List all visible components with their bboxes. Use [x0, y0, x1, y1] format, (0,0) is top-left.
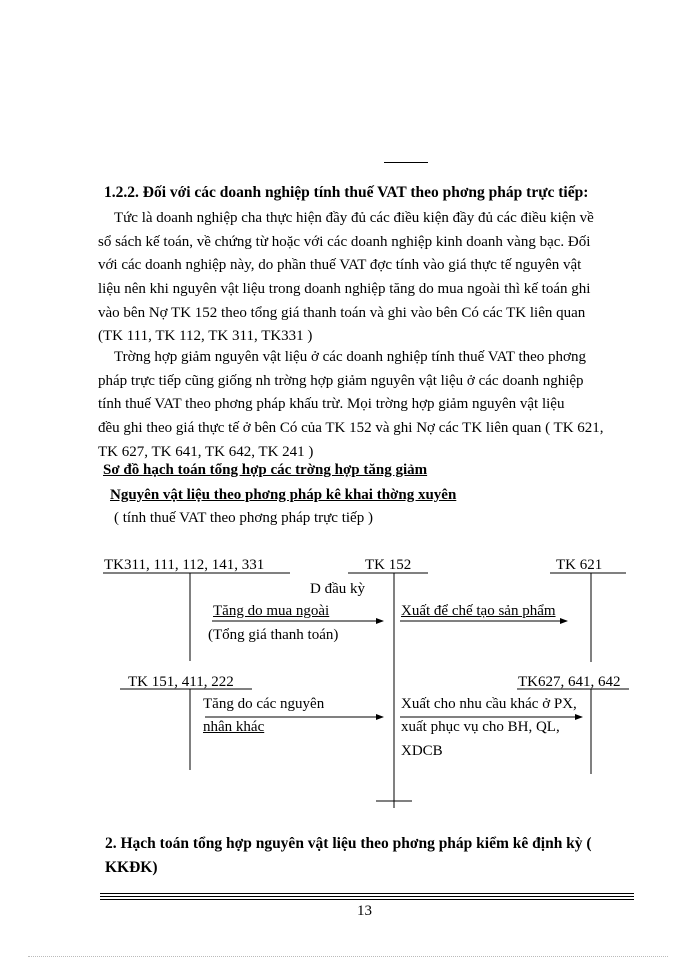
- account-label-tk621: TK 621: [556, 557, 603, 573]
- production-out-label: Xuất để chế tạo sản phẩm: [401, 603, 556, 619]
- opening-balance-label: D đầu kỳ: [310, 581, 365, 597]
- section-heading: 1.2.2. Đối với các doanh nghiệp tính thuế VAT theo phơng pháp trực tiếp:: [104, 184, 589, 201]
- diagram-subtitle: ( tính thuế VAT theo phơng pháp trực tiếp ): [114, 510, 373, 526]
- other-increase-label-2: nhân khác: [203, 719, 265, 735]
- other-out-label-2: xuất phục vụ cho BH, QL,: [401, 719, 560, 735]
- page-number: 13: [357, 903, 372, 919]
- purchase-increase-label: Tăng do mua ngoài: [213, 603, 330, 619]
- paragraph-line: sổ sách kế toán, về chứng từ hoặc với các doanh nghiệp kinh doanh vàng bạc. Đối: [98, 233, 591, 250]
- paragraph-line: TK 627, TK 641, TK 642, TK 241 ): [98, 443, 314, 460]
- paragraph-line: đều ghi theo giá thực tế ở bên Có của TK 152 và ghi Nợ các TK liên quan ( TK 621,: [98, 420, 604, 437]
- paragraph-line: Trờng hợp giảm nguyên vật liệu ở các doanh nghiệp tính thuế VAT theo phơng: [114, 349, 586, 365]
- other-out-label-1: Xuất cho nhu cầu khác ở PX,: [401, 696, 577, 712]
- account-label-tk152: TK 152: [365, 557, 412, 573]
- other-increase-label-1: Tăng do các nguyên: [203, 696, 325, 712]
- paragraph-line: Tức là doanh nghiệp cha thực hiện đầy đủ các điều kiện đầy đủ các điều kiện về: [114, 210, 594, 226]
- other-out-label-3: XDCB: [401, 743, 443, 759]
- paragraph-line: tính thuế VAT theo phơng pháp khấu trừ. Mọi trờng hợp giảm nguyên vật liệu: [98, 396, 565, 413]
- paragraph-line: (TK 111, TK 112, TK 311, TK331 ): [98, 328, 313, 345]
- total-payment-label: (Tổng giá thanh toán): [208, 627, 339, 643]
- account-label-tk151: TK 151, 411, 222: [128, 674, 234, 690]
- paragraph-line: với các doanh nghiệp này, do phần thuế VAT đợc tính vào giá thực tế nguyên vật: [98, 257, 582, 274]
- section-2-heading: 2. Hạch toán tổng hợp nguyên vật liệu theo phơng pháp kiểm kê định kỳ ( KKĐK): [105, 835, 592, 876]
- account-label-tk627: TK627, 641, 642: [518, 674, 621, 690]
- diagram-title-line-2: Nguyên vật liệu theo phơng pháp kê khai thờng xuyên: [110, 487, 457, 503]
- paragraph-line: liệu nên khi nguyên vật liệu trong doanh nghiệp tăng do mua ngoài thì kế toán ghi: [98, 281, 591, 298]
- paragraph-line: vào bên Nợ TK 152 theo tổng giá thanh toán và ghi vào bên Có các TK liên quan: [98, 304, 586, 321]
- paragraph-line: pháp trực tiếp cũng giống nh trờng hợp giảm nguyên vật liệu ở các doanh nghiệp: [98, 372, 584, 389]
- page-bottom-dots: [28, 956, 668, 957]
- footer-rule-3: [100, 899, 634, 900]
- footer-rule-2: [100, 896, 634, 897]
- footer-rule-1: [100, 893, 634, 894]
- diagram-title-line-1: Sơ đồ hạch toán tổng hợp các trờng hợp tăng giảm: [103, 462, 428, 478]
- account-label-tk311: TK311, 111, 112, 141, 331: [104, 557, 265, 573]
